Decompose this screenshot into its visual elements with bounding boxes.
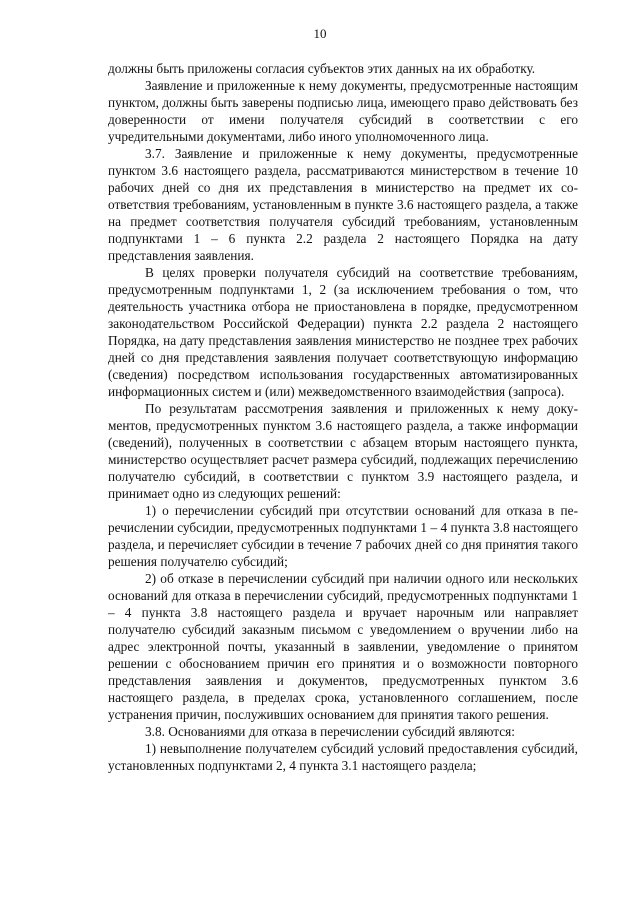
paragraph-decision-2: 2) об отказе в перечислении субсидий при наличии одного или нескольких оснований для отказа в перечислении субсидий, предусмотренных подпунктами 1 – 4 пункта 3.8 настоящего раздела и вручает нарочным или направляет получателю субсидий заказным письмом с уведомлением о вручении либо на адрес электронной почты, указанный в заявлении, уведомление о принятом решении с обоснованием причин его принятия и о возможности повторного представления заявления и документов, предусмотренных пунктом 3.6 настоящего раздела, в пределах срока, установленного соглашением, после устранения причин, послуживших основанием для принятия такого решения.	[108, 571, 578, 722]
paragraph-verification: В целях проверки получателя субсидий на соответствие требованиям, предусмотренным подпунктами 1, 2 (за исключением требования о том, что деятельность участника отбора не приостановлена в порядке, предусмотренном законодательством Российской Федерации) пункта 2.2 раздела 2 настоящего Порядка, на дату представления заявления министерство не позднее трех рабочих дней со дня представления заявления получает соответствующую информацию (сведения) посредством использования государственных автоматизированных информационных систем и (или) межведомственного взаимодействия (запроса).	[108, 265, 578, 399]
paragraph-certification: Заявление и приложенные к нему документы, предусмотренные настоящим пунктом, должны быть заверены подписью лица, имеющего право действовать без доверенности от имени получателя субсидий в соответствии с его учредительными документами, либо иного уполномоченного лица.	[108, 78, 578, 144]
page-number: 10	[313, 26, 327, 41]
paragraph-decision-1: 1) о перечислении субсидий при отсутствии оснований для отказа в перечислении субсидии, предусмотренных подпунктами 1 – 4 пункта 3.8 настоящего раздела, и перечисляет субсидии в течение 7 рабочих дней со дня принятия такого решения получателю субсидий;	[108, 503, 578, 569]
paragraph-3-7: 3.7. Заявление и приложенные к нему документы, предусмотренные пунктом 3.6 настоящего раздела, рассматриваются министерством в течение 10 рабочих дней со дня их представления в министерство на предмет их соответствия требованиям, установленным в пункте 3.6 настоящего раздела, а также на предмет соответствия получателя субсидий требованиям, установленным подпунктами 1 – 6 пункта 2.2 раздела 2 настоящего Порядка на дату представления заявления.	[108, 146, 578, 263]
document-body	[108, 60, 578, 774]
paragraph-3-8: 3.8. Основаниями для отказа в перечислении субсидий являются:	[145, 724, 515, 739]
paragraph-review-results: По результатам рассмотрения заявления и приложенных к нему документов, предусмотренных пунктом 3.6 настоящего раздела, а также информации (сведений), полученных в соответствии с абзацем вторым настоящего пункта, министерство осуществляет расчет размера субсидий, подлежащих перечислению получателю субсидий, в соответствии с пунктом 3.9 настоящего раздела, и принимает одно из следующих решений:	[108, 401, 578, 501]
paragraph-continuation: должны быть приложены согласия субъектов этих данных на их обработку.	[108, 61, 536, 76]
paragraph-refusal-ground-1: 1) невыполнение получателем субсидий условий предоставления субсидий, установленных подпунктами 2, 4 пункта 3.1 настоящего раздела;	[108, 741, 578, 773]
